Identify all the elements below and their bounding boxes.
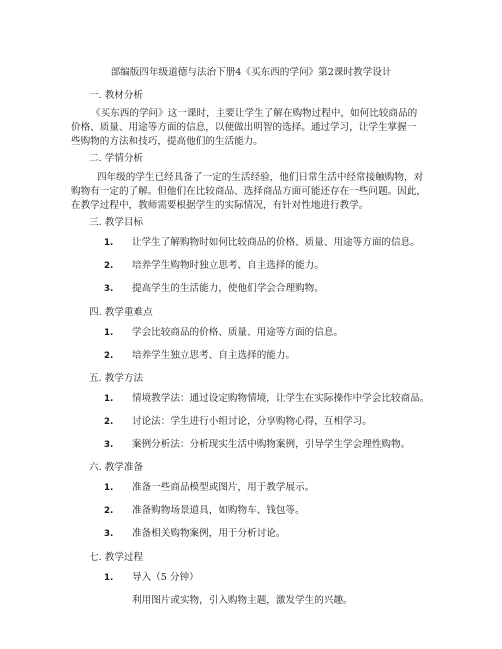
- section-heading-student-analysis: 二. 学情分析: [89, 153, 144, 164]
- list-item-number: 2.: [104, 261, 114, 271]
- list-item-text: 情境教学法：通过设定购物情境，让学生在实际操作中学会比较商品。: [132, 393, 430, 404]
- list-item: [104, 504, 305, 518]
- section-heading-textbook-analysis: 一. 教材分析: [89, 90, 144, 101]
- section-heading-teaching-process: 七. 教学过程: [89, 552, 144, 563]
- paragraph-line: 在教学过程中，教师需要根据学生的实际情况，有针对性地进行教学。: [71, 200, 369, 211]
- paragraph-line: 价格、质量、用途等方面的信息，以便做出明智的选择。通过学习，让学生掌握一: [71, 122, 417, 133]
- list-item: [104, 392, 429, 406]
- list-item-text: 准备购物场景道具，如购物车、钱包等。: [132, 505, 305, 516]
- list-item-text: 让学生了解购物时如何比较商品的价格、质量、用途等方面的信息。: [132, 237, 420, 248]
- list-item-number: 3.: [104, 529, 114, 539]
- list-item: [104, 438, 410, 452]
- list-item: [104, 349, 295, 363]
- list-item-number: 1.: [104, 328, 114, 338]
- section-heading-teaching-goals: 三. 教学目标: [89, 217, 144, 228]
- list-item-number: 2.: [104, 417, 114, 427]
- list-item: [104, 415, 372, 429]
- list-item-text: 讨论法：学生进行小组讨论，分享购物心得，互相学习。: [132, 416, 372, 427]
- list-item-number: 1.: [104, 573, 114, 583]
- section-paragraph-student-analysis: [71, 171, 426, 213]
- list-item-text: 准备相关购物案例，用于分析讨论。: [132, 528, 286, 539]
- list-item: [104, 326, 343, 340]
- list-item-text: 培养学生独立思考、自主选择的能力。: [132, 350, 296, 361]
- list-item-text: 提高学生的生活能力，使他们学会合理购物。: [132, 283, 324, 294]
- list-item-number: 2.: [104, 351, 114, 361]
- section-heading-teaching-prep: 六. 教学准备: [89, 462, 144, 473]
- list-item-text: 培养学生购物时独立思考、自主选择的能力。: [132, 260, 324, 271]
- paragraph-line: 些购物的方法和技巧，提高他们的生活能力。: [71, 136, 263, 147]
- paragraph-line: 四年级的学生已经具备了一定的生活经验，他们日常生活中经常接触购物，对: [97, 172, 424, 183]
- list-item-text: 导入（5 分钟）: [132, 572, 199, 583]
- list-item-text: 准备一些商品模型或图片，用于教学展示。: [132, 482, 315, 493]
- list-item-subtext: 利用图片或实物，引入购物主题，激发学生的兴趣。: [132, 595, 353, 606]
- list-item-number: 2.: [104, 506, 114, 516]
- list-item-number: 1.: [104, 238, 114, 248]
- paragraph-line: 购物有一定的了解。但他们在比较商品、选择商品方面可能还存在一些问题。因此，: [71, 186, 426, 197]
- list-item-number: 3.: [104, 440, 114, 450]
- list-item: [104, 259, 324, 273]
- list-item: [104, 236, 420, 250]
- list-item-number: 3.: [104, 284, 114, 294]
- document-title: 部编版四年级道德与法治下册4《买东西的学问》第2课时教学设计: [110, 67, 392, 78]
- list-item-text: 学会比较商品的价格、质量、用途等方面的信息。: [132, 327, 344, 338]
- section-heading-teaching-methods: 五. 教学方法: [89, 373, 144, 384]
- list-item: [104, 282, 324, 296]
- list-item-number: 1.: [104, 394, 114, 404]
- list-item: [104, 481, 314, 495]
- list-item: [104, 527, 286, 541]
- section-heading-key-difficulties: 四. 教学重难点: [89, 307, 153, 318]
- list-item: [104, 571, 199, 585]
- paragraph-line: 《买东西的学问》这一课时，主要让学生了解在购物过程中，如何比较商品的: [91, 108, 418, 119]
- list-item-number: 1.: [104, 483, 114, 493]
- section-paragraph-textbook-analysis: [71, 107, 419, 149]
- list-item-text: 案例分析法：分析现实生活中购物案例，引导学生学会理性购物。: [132, 439, 411, 450]
